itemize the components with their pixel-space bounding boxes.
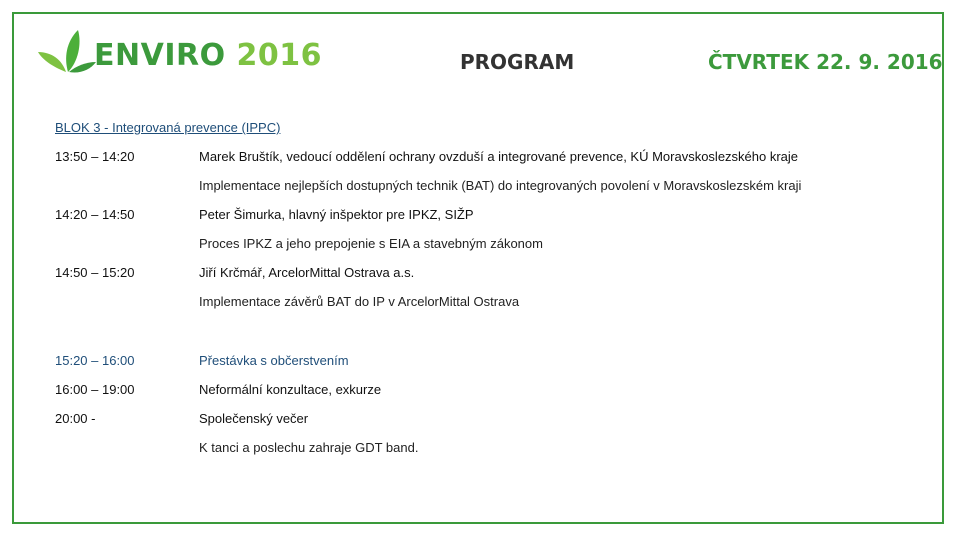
block-title: BLOK 3 - Integrovaná prevence (IPPC) — [55, 120, 281, 135]
activity-label: Neformální konzultace, exkurze — [199, 382, 382, 397]
time-slot: 15:20 – 16:00 — [55, 353, 135, 368]
logo-year: 2016 — [236, 38, 323, 73]
activity-label: Společenský večer — [199, 411, 309, 426]
speaker: Peter Šimurka, hlavný inšpektor pre IPKZ, SIŽP — [199, 207, 474, 222]
logo-text — [94, 38, 322, 73]
time-slot: 16:00 – 19:00 — [55, 382, 135, 397]
talk-topic: Proces IPKZ a jeho prepojenie s EIA a stavebným zákonom — [199, 236, 543, 251]
leaf-icon — [38, 28, 98, 78]
time-slot: 13:50 – 14:20 — [55, 149, 135, 164]
talk-topic: Implementace závěrů BAT do IP v ArcelorMittal Ostrava — [199, 294, 520, 309]
logo-name: ENVIRO — [94, 38, 226, 73]
break-label: Přestávka s občerstvením — [199, 353, 349, 368]
program-heading: PROGRAM — [460, 50, 575, 74]
evening-note: K tanci a poslechu zahraje GDT band. — [199, 440, 419, 455]
time-slot: 14:50 – 15:20 — [55, 265, 135, 280]
time-slot: 20:00 - — [55, 411, 96, 426]
speaker: Marek Bruštík, vedoucí oddělení ochrany ovzduší a integrované prevence, KÚ Moravskoslezského kraje — [199, 149, 799, 164]
speaker: Jiří Krčmář, ArcelorMittal Ostrava a.s. — [199, 265, 415, 280]
talk-topic: Implementace nejlepších dostupných technik (BAT) do integrovaných povolení v Moravskoslezském kraji — [199, 178, 802, 193]
time-slot: 14:20 – 14:50 — [55, 207, 135, 222]
date-heading: ČTVRTEK 22. 9. 2016 — [708, 50, 943, 74]
